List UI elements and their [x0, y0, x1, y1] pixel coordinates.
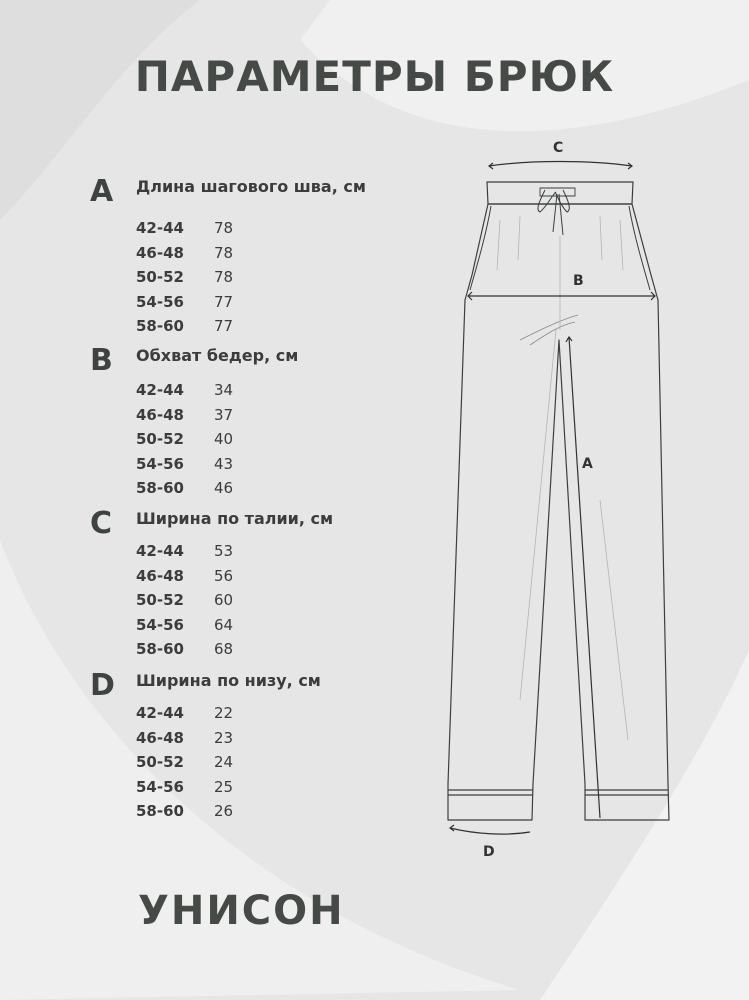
size-cell: 46-48 — [136, 405, 184, 424]
section-heading: Длина шагового шва, см — [136, 177, 366, 196]
value-cell: 77 — [214, 317, 234, 335]
value-cell: 24 — [214, 753, 234, 771]
table-row — [136, 290, 233, 315]
value-cell: 22 — [214, 704, 234, 722]
value-cell: 34 — [214, 381, 234, 399]
label-d: D — [483, 844, 495, 860]
brand-logo: УНИСОН — [138, 888, 345, 934]
table-row — [136, 726, 233, 751]
table-row — [136, 613, 233, 638]
value-cell: 46 — [214, 479, 234, 497]
page-title: ПАРАМЕТРЫ БРЮК — [134, 52, 615, 101]
size-cell: 54-56 — [136, 615, 184, 634]
size-table — [136, 701, 233, 824]
table-row — [136, 476, 233, 501]
table-row — [136, 799, 233, 824]
size-cell: 42-44 — [136, 542, 184, 560]
size-cell: 50-52 — [136, 591, 184, 609]
size-cell: 50-52 — [136, 268, 184, 286]
value-cell: 23 — [214, 728, 234, 747]
size-cell: 54-56 — [136, 454, 184, 473]
size-cell: 54-56 — [136, 292, 184, 311]
measure-d — [450, 828, 530, 834]
size-cell: 54-56 — [136, 777, 184, 796]
size-cell: 42-44 — [136, 704, 184, 722]
value-cell: 37 — [214, 405, 234, 424]
section-heading: Ширина по талии, см — [136, 509, 334, 528]
section-letter: A — [90, 174, 114, 209]
size-cell: 46-48 — [136, 243, 184, 262]
value-cell: 68 — [214, 640, 234, 658]
value-cell: 78 — [214, 219, 234, 237]
table-row — [136, 265, 233, 290]
section-letter: B — [90, 343, 113, 378]
table-row — [136, 775, 233, 800]
size-cell: 58-60 — [136, 479, 184, 497]
value-cell: 64 — [214, 615, 234, 634]
table-row — [136, 241, 233, 266]
size-cell: 42-44 — [136, 381, 184, 399]
table-row — [136, 588, 233, 613]
table-row — [136, 452, 233, 477]
size-table — [136, 539, 233, 662]
value-cell: 53 — [214, 542, 234, 560]
table-row — [136, 750, 233, 775]
table-row — [136, 564, 233, 589]
table-row — [136, 427, 233, 452]
size-cell: 58-60 — [136, 640, 184, 658]
value-cell: 26 — [214, 802, 234, 820]
value-cell: 56 — [214, 566, 234, 585]
label-c: C — [553, 140, 564, 156]
size-cell: 46-48 — [136, 566, 184, 585]
table-row — [136, 403, 233, 428]
value-cell: 77 — [214, 292, 234, 311]
measure-c — [489, 162, 632, 167]
size-cell: 42-44 — [136, 219, 184, 237]
value-cell: 78 — [214, 243, 234, 262]
size-cell: 58-60 — [136, 802, 184, 820]
section-heading: Ширина по низу, см — [136, 671, 321, 690]
size-cell: 46-48 — [136, 728, 184, 747]
value-cell: 25 — [214, 777, 234, 796]
measure-a — [569, 337, 600, 818]
size-cell: 50-52 — [136, 430, 184, 448]
size-cell: 50-52 — [136, 753, 184, 771]
size-cell: 58-60 — [136, 317, 184, 335]
label-a: A — [582, 456, 593, 472]
section-heading: Обхват бедер, см — [136, 346, 299, 365]
table-row — [136, 216, 233, 241]
size-table — [136, 216, 233, 339]
table-row — [136, 314, 233, 339]
label-b: B — [573, 273, 584, 289]
size-table — [136, 378, 233, 501]
value-cell: 40 — [214, 430, 234, 448]
value-cell: 43 — [214, 454, 234, 473]
table-row — [136, 378, 233, 403]
value-cell: 60 — [214, 591, 234, 609]
table-row — [136, 539, 233, 564]
table-row — [136, 637, 233, 662]
pants-diagram — [440, 130, 680, 870]
section-letter: D — [90, 668, 115, 703]
table-row — [136, 701, 233, 726]
section-letter: C — [90, 506, 113, 541]
value-cell: 78 — [214, 268, 234, 286]
